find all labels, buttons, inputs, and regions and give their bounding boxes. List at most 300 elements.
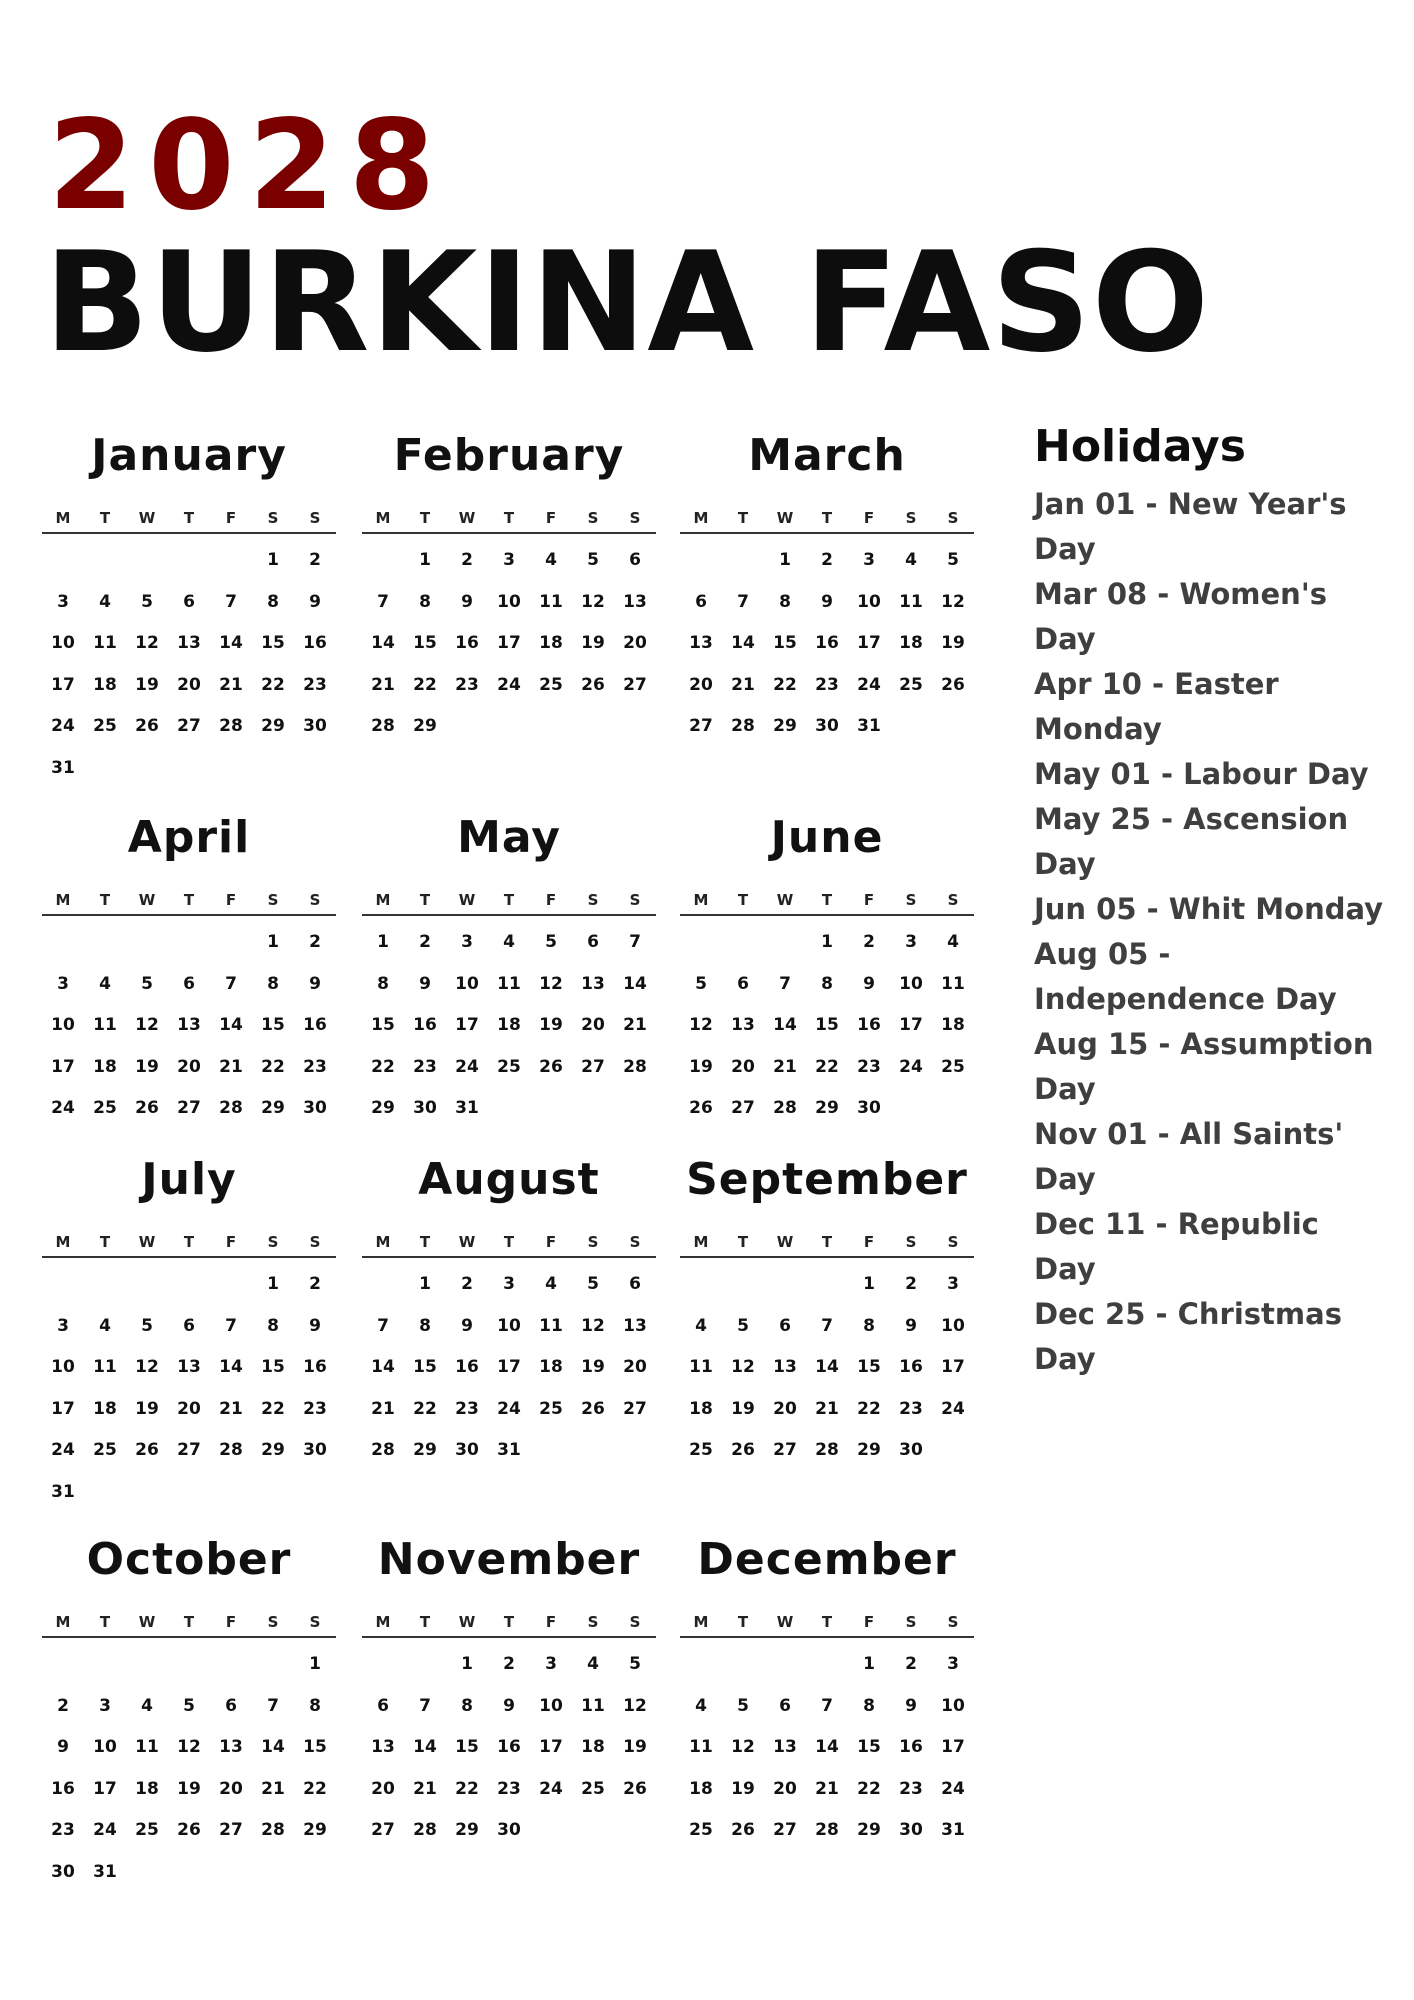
weekday-label: S [309, 509, 321, 527]
day-cell: 15 [261, 633, 285, 653]
day-cell: 14 [261, 1737, 285, 1757]
weekday-label: F [863, 891, 875, 909]
day-cell: 29 [413, 1440, 437, 1460]
day-cell: 16 [815, 633, 839, 653]
day-cell: 27 [177, 1440, 201, 1460]
day-cell: 23 [455, 1398, 479, 1419]
day-cell: 3 [57, 591, 69, 612]
day-cell: 6 [377, 1695, 389, 1716]
day-cell: 13 [371, 1737, 395, 1757]
day-cell: 28 [219, 1098, 243, 1118]
empty-cell [42, 540, 84, 582]
weekday-label: M [375, 1233, 391, 1251]
day-cell: 20 [773, 1398, 797, 1419]
day-cell: 16 [303, 1357, 327, 1377]
holidays-panel [1034, 418, 1390, 1382]
day-cell: 19 [581, 1357, 605, 1377]
empty-cell [42, 922, 84, 964]
day-cell: 17 [941, 1357, 965, 1377]
day-cell: 30 [455, 1440, 479, 1460]
day-cell: 3 [503, 550, 515, 570]
day-cell: 1 [267, 550, 279, 570]
weekday-label: F [545, 1613, 557, 1631]
day-cell: 31 [51, 1481, 75, 1502]
weekday-label: M [375, 891, 391, 909]
month-september [680, 1154, 974, 1472]
day-cell: 22 [413, 1398, 437, 1419]
day-cell: 27 [581, 1056, 605, 1077]
day-cell: 16 [303, 633, 327, 653]
day-cell: 25 [93, 1098, 117, 1118]
day-cell: 10 [857, 591, 881, 612]
day-cell: 17 [51, 674, 75, 695]
holiday-item: Mar 08 - Women's Day [1034, 577, 1327, 656]
day-cell: 10 [51, 1357, 75, 1377]
day-cell: 14 [731, 633, 755, 653]
day-cell: 22 [371, 1056, 395, 1077]
day-cell: 12 [941, 591, 965, 612]
day-cell: 5 [737, 1315, 749, 1336]
empty-cell [210, 1264, 252, 1306]
day-cell: 13 [773, 1737, 797, 1757]
day-cell: 17 [51, 1056, 75, 1077]
day-cell: 7 [821, 1315, 833, 1336]
weekday-label: S [629, 509, 641, 527]
day-cell: 16 [899, 1737, 923, 1757]
month-name: March [748, 430, 906, 481]
weekday-label: F [863, 509, 875, 527]
day-cell: 23 [303, 1056, 327, 1077]
day-cell: 15 [371, 1015, 395, 1035]
day-cell: 30 [303, 716, 327, 736]
day-cell: 7 [267, 1695, 279, 1716]
month-december [680, 1534, 974, 1852]
day-cell: 27 [773, 1820, 797, 1840]
day-cell: 3 [905, 932, 917, 952]
weekday-label: T [99, 891, 111, 909]
empty-cell [126, 922, 168, 964]
day-cell: 25 [689, 1440, 713, 1460]
day-cell: 7 [225, 1315, 237, 1336]
empty-cell [362, 1644, 404, 1686]
day-cell: 25 [539, 1398, 563, 1419]
day-cell: 2 [905, 1274, 917, 1294]
day-cell: 7 [377, 591, 389, 612]
day-cell: 25 [941, 1056, 965, 1077]
weekday-label: W [138, 509, 156, 527]
day-cell: 3 [57, 973, 69, 994]
day-cell: 30 [303, 1098, 327, 1118]
month-name: May [457, 812, 561, 863]
empty-cell [362, 1264, 404, 1306]
calendar-year: 2028 [48, 94, 450, 238]
empty-cell [42, 1644, 84, 1686]
day-cell: 22 [857, 1778, 881, 1799]
day-cell: 11 [93, 633, 117, 653]
empty-cell [680, 540, 722, 582]
day-cell: 2 [821, 550, 833, 570]
weekday-header [362, 886, 656, 916]
day-cell: 2 [461, 550, 473, 570]
day-cell: 13 [689, 633, 713, 653]
day-cell: 14 [773, 1015, 797, 1035]
day-cell: 18 [497, 1015, 521, 1035]
day-cell: 17 [539, 1737, 563, 1757]
day-cell: 26 [177, 1820, 201, 1840]
day-cell: 9 [419, 973, 431, 994]
weekday-label: W [138, 1233, 156, 1251]
holiday-item: May 25 - Ascension Day [1034, 802, 1349, 881]
weekday-label: T [419, 1233, 431, 1251]
weekday-label: S [587, 509, 599, 527]
day-grid [680, 1644, 974, 1852]
day-cell: 25 [497, 1056, 521, 1077]
day-cell: 9 [309, 1315, 321, 1336]
weekday-label: T [99, 509, 111, 527]
day-cell: 14 [623, 973, 647, 994]
day-cell: 16 [413, 1015, 437, 1035]
day-cell: 5 [947, 550, 959, 570]
day-cell: 29 [371, 1098, 395, 1118]
day-cell: 28 [371, 1440, 395, 1460]
weekday-label: M [693, 1613, 709, 1631]
weekday-label: S [587, 1613, 599, 1631]
day-cell: 13 [177, 633, 201, 653]
day-cell: 10 [455, 973, 479, 994]
empty-cell [722, 540, 764, 582]
day-cell: 5 [183, 1695, 195, 1716]
day-cell: 25 [93, 1440, 117, 1460]
day-cell: 14 [219, 1357, 243, 1377]
day-cell: 27 [731, 1098, 755, 1118]
day-grid [680, 922, 974, 1130]
day-cell: 21 [219, 1398, 243, 1419]
day-cell: 27 [689, 716, 713, 736]
empty-cell [126, 540, 168, 582]
day-cell: 8 [419, 591, 431, 612]
day-cell: 31 [93, 1861, 117, 1882]
day-cell: 15 [261, 1015, 285, 1035]
day-cell: 22 [857, 1398, 881, 1419]
day-cell: 13 [623, 1315, 647, 1336]
day-cell: 17 [51, 1398, 75, 1419]
day-cell: 15 [413, 1357, 437, 1377]
weekday-header [680, 1228, 974, 1258]
weekday-label: T [99, 1613, 111, 1631]
weekday-label: M [55, 891, 71, 909]
day-cell: 11 [135, 1737, 159, 1757]
day-cell: 24 [93, 1820, 117, 1840]
weekday-label: F [545, 891, 557, 909]
day-cell: 24 [455, 1056, 479, 1077]
day-cell: 18 [689, 1398, 713, 1419]
day-cell: 3 [863, 550, 875, 570]
empty-cell [806, 1644, 848, 1686]
weekday-label: M [55, 1613, 71, 1631]
day-cell: 8 [461, 1695, 473, 1716]
day-cell: 18 [899, 633, 923, 653]
day-cell: 30 [899, 1440, 923, 1460]
day-cell: 24 [497, 674, 521, 695]
day-cell: 17 [857, 633, 881, 653]
day-cell: 4 [503, 932, 515, 952]
empty-cell [764, 1644, 806, 1686]
day-cell: 20 [177, 674, 201, 695]
weekday-label: T [419, 1613, 431, 1631]
day-cell: 6 [587, 932, 599, 952]
day-cell: 29 [455, 1820, 479, 1840]
day-cell: 11 [93, 1357, 117, 1377]
day-cell: 27 [219, 1820, 243, 1840]
day-cell: 11 [581, 1695, 605, 1716]
day-grid [680, 540, 974, 748]
weekday-label: F [545, 1233, 557, 1251]
day-cell: 4 [695, 1315, 707, 1336]
holiday-item: Jun 05 - Whit Monday [1034, 892, 1384, 926]
day-cell: 13 [219, 1737, 243, 1757]
empty-cell [722, 1264, 764, 1306]
empty-cell [84, 1264, 126, 1306]
day-cell: 28 [815, 1440, 839, 1460]
day-cell: 9 [309, 973, 321, 994]
month-name: April [127, 812, 251, 863]
month-name: August [418, 1154, 600, 1205]
day-cell: 24 [941, 1398, 965, 1419]
day-cell: 29 [815, 1098, 839, 1118]
empty-cell [42, 1264, 84, 1306]
weekday-label: W [138, 891, 156, 909]
weekday-label: T [737, 509, 749, 527]
day-cell: 29 [773, 716, 797, 736]
empty-cell [722, 922, 764, 964]
month-august [362, 1154, 656, 1472]
day-cell: 18 [135, 1778, 159, 1799]
day-grid [42, 540, 336, 789]
day-cell: 6 [629, 1274, 641, 1294]
day-cell: 2 [863, 932, 875, 952]
day-cell: 1 [863, 1654, 875, 1674]
month-name: October [86, 1534, 292, 1585]
day-cell: 19 [135, 674, 159, 695]
day-cell: 14 [413, 1737, 437, 1757]
day-cell: 26 [539, 1056, 563, 1077]
day-cell: 11 [689, 1737, 713, 1757]
day-cell: 16 [303, 1015, 327, 1035]
weekday-label: W [458, 509, 476, 527]
day-cell: 26 [135, 716, 159, 736]
day-cell: 19 [581, 633, 605, 653]
day-cell: 10 [941, 1315, 965, 1336]
day-cell: 26 [731, 1440, 755, 1460]
day-cell: 1 [419, 550, 431, 570]
day-cell: 5 [545, 932, 557, 952]
weekday-label: S [309, 891, 321, 909]
day-grid [42, 1264, 336, 1513]
weekday-label: S [267, 891, 279, 909]
empty-cell [680, 1644, 722, 1686]
weekday-label: T [183, 1233, 195, 1251]
day-cell: 10 [899, 973, 923, 994]
day-cell: 9 [461, 591, 473, 612]
day-cell: 13 [177, 1357, 201, 1377]
day-cell: 15 [773, 633, 797, 653]
day-cell: 10 [51, 1015, 75, 1035]
weekday-header [42, 504, 336, 534]
day-cell: 14 [219, 1015, 243, 1035]
weekday-label: S [905, 1233, 917, 1251]
weekday-label: M [375, 509, 391, 527]
day-cell: 4 [545, 1274, 557, 1294]
weekday-label: T [419, 509, 431, 527]
empty-cell [210, 540, 252, 582]
month-april [42, 812, 336, 1130]
weekday-label: T [737, 1613, 749, 1631]
day-cell: 22 [261, 1398, 285, 1419]
day-cell: 1 [309, 1654, 321, 1674]
weekday-label: T [503, 891, 515, 909]
weekday-header [680, 1608, 974, 1638]
weekday-label: S [267, 1613, 279, 1631]
day-cell: 2 [503, 1654, 515, 1674]
weekday-label: T [821, 1233, 833, 1251]
month-march [680, 430, 974, 748]
day-cell: 21 [219, 674, 243, 695]
day-cell: 19 [731, 1398, 755, 1419]
weekday-label: T [503, 1233, 515, 1251]
day-cell: 22 [773, 674, 797, 695]
holiday-item: Aug 05 - Independence Day [1034, 937, 1337, 1016]
day-cell: 19 [135, 1398, 159, 1419]
day-cell: 21 [219, 1056, 243, 1077]
country-title: BURKINA FASO [44, 222, 1211, 383]
month-name: June [770, 812, 884, 863]
day-cell: 20 [219, 1778, 243, 1799]
day-cell: 6 [225, 1695, 237, 1716]
day-cell: 28 [413, 1820, 437, 1840]
day-cell: 24 [51, 1098, 75, 1118]
day-cell: 15 [815, 1015, 839, 1035]
day-cell: 17 [93, 1778, 117, 1799]
weekday-label: M [55, 1233, 71, 1251]
holiday-item: Apr 10 - Easter Monday [1034, 667, 1279, 746]
holiday-list [1034, 482, 1390, 1382]
weekday-header [42, 1608, 336, 1638]
day-cell: 17 [455, 1015, 479, 1035]
day-cell: 29 [857, 1440, 881, 1460]
day-cell: 14 [371, 1357, 395, 1377]
day-cell: 29 [261, 716, 285, 736]
empty-cell [210, 1644, 252, 1686]
day-cell: 25 [539, 674, 563, 695]
day-cell: 20 [177, 1398, 201, 1419]
day-cell: 7 [225, 591, 237, 612]
day-cell: 8 [267, 1315, 279, 1336]
day-cell: 13 [581, 973, 605, 994]
day-cell: 6 [183, 973, 195, 994]
day-cell: 26 [731, 1820, 755, 1840]
day-cell: 23 [303, 674, 327, 695]
day-cell: 29 [303, 1820, 327, 1840]
day-cell: 21 [815, 1398, 839, 1419]
day-cell: 16 [497, 1737, 521, 1757]
day-cell: 14 [815, 1737, 839, 1757]
day-cell: 27 [371, 1820, 395, 1840]
empty-cell [210, 922, 252, 964]
weekday-header [42, 1228, 336, 1258]
empty-cell [362, 540, 404, 582]
day-cell: 17 [941, 1737, 965, 1757]
weekday-label: S [267, 1233, 279, 1251]
day-cell: 1 [863, 1274, 875, 1294]
day-cell: 29 [857, 1820, 881, 1840]
day-cell: 2 [57, 1695, 69, 1716]
day-cell: 12 [689, 1015, 713, 1035]
weekday-label: F [225, 509, 237, 527]
day-cell: 13 [773, 1357, 797, 1377]
day-cell: 15 [857, 1357, 881, 1377]
day-cell: 24 [497, 1398, 521, 1419]
day-cell: 25 [135, 1820, 159, 1840]
day-cell: 11 [539, 591, 563, 612]
day-cell: 11 [497, 973, 521, 994]
day-cell: 6 [183, 591, 195, 612]
weekday-label: T [99, 1233, 111, 1251]
day-cell: 27 [623, 1398, 647, 1419]
day-cell: 20 [371, 1778, 395, 1799]
weekday-label: S [309, 1613, 321, 1631]
day-cell: 27 [177, 716, 201, 736]
day-cell: 5 [141, 1315, 153, 1336]
weekday-label: S [905, 891, 917, 909]
day-cell: 29 [261, 1098, 285, 1118]
day-cell: 8 [419, 1315, 431, 1336]
day-cell: 21 [261, 1778, 285, 1799]
day-cell: 22 [815, 1056, 839, 1077]
month-name: September [686, 1154, 968, 1205]
day-cell: 24 [51, 716, 75, 736]
day-cell: 25 [899, 674, 923, 695]
day-cell: 27 [773, 1440, 797, 1460]
month-february [362, 430, 656, 748]
weekday-label: T [183, 509, 195, 527]
day-cell: 15 [455, 1737, 479, 1757]
day-cell: 6 [629, 550, 641, 570]
day-cell: 11 [899, 591, 923, 612]
day-cell: 4 [99, 1315, 111, 1336]
day-cell: 30 [303, 1440, 327, 1460]
day-cell: 22 [413, 674, 437, 695]
day-cell: 9 [57, 1737, 69, 1757]
day-cell: 12 [731, 1737, 755, 1757]
weekday-label: T [737, 891, 749, 909]
day-cell: 26 [581, 1398, 605, 1419]
day-cell: 26 [135, 1440, 159, 1460]
month-name: January [91, 430, 287, 481]
day-cell: 4 [695, 1695, 707, 1716]
weekday-label: F [545, 509, 557, 527]
day-cell: 12 [177, 1737, 201, 1757]
weekday-header [362, 504, 656, 534]
day-cell: 26 [581, 674, 605, 695]
day-cell: 5 [629, 1654, 641, 1674]
day-cell: 12 [135, 1357, 159, 1377]
day-cell: 18 [539, 633, 563, 653]
day-cell: 29 [261, 1440, 285, 1460]
day-cell: 12 [623, 1695, 647, 1716]
day-cell: 10 [51, 633, 75, 653]
day-cell: 11 [93, 1015, 117, 1035]
weekday-label: W [776, 891, 794, 909]
